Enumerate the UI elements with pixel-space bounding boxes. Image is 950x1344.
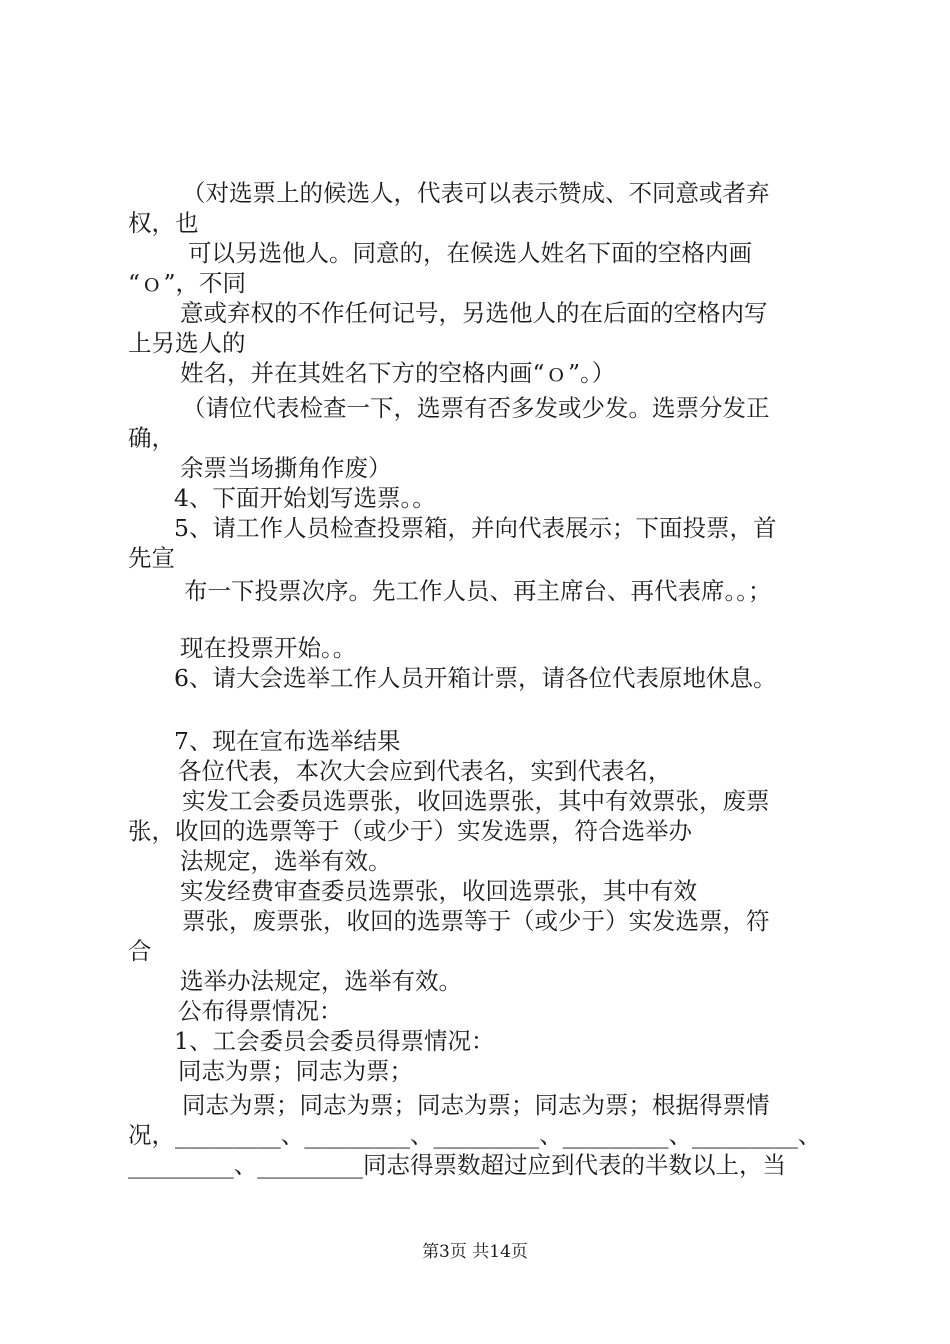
text-line: 同志为票；同志为票；同志为票；同志为票；根据得票情 <box>182 1091 770 1119</box>
text-line: 法规定，选举有效。 <box>180 847 392 875</box>
text-line: 先宣 <box>128 544 175 572</box>
text-line: 余票当场撕角作废） <box>180 454 392 482</box>
text-line: 同志为票；同志为票； <box>178 1057 413 1085</box>
text-line: 姓名，并在其姓名下方的空格内画“ｏ”。） <box>180 359 616 387</box>
text-line: 况，_________、_________、_________、_________、_________、 <box>128 1121 822 1149</box>
text-line: 5、请工作人员检查投票箱，并向代表展示；下面投票，首 <box>174 514 777 542</box>
text-line: 公布得票情况： <box>178 997 343 1025</box>
text-line: 布一下投票次序。先工作人员、再主席台、再代表席。。； <box>184 577 772 605</box>
text-line: 意或弃权的不作任何记号，另选他人的在后面的空格内写 <box>180 299 768 327</box>
text-line: _________、_________同志得票数超过应到代表的半数以上，当 <box>128 1151 786 1179</box>
text-line: 确， <box>128 424 175 452</box>
text-line: 各位代表，本次大会应到代表名，实到代表名， <box>178 757 672 785</box>
page-footer <box>0 1240 950 1264</box>
text-line: （请位代表检查一下，选票有否多发或少发。选票分发正 <box>182 394 770 422</box>
text-line: “ｏ”，不同 <box>128 269 247 297</box>
text-line: 选举办法规定，选举有效。 <box>180 967 462 995</box>
text-line: 可以另选他人。同意的，在候选人姓名下面的空格内画 <box>188 239 752 267</box>
text-line: 1、工会委员会委员得票情况： <box>174 1027 495 1055</box>
page-number-label: 第3页 共14页 <box>422 1242 528 1262</box>
text-line: 实发工会委员选票张，收回选票张，其中有效票张，废票 <box>182 787 770 815</box>
text-line: 4、下面开始划写选票。。 <box>174 484 436 512</box>
text-line: （对选票上的候选人，代表可以表示赞成、不同意或者弃 <box>182 179 770 207</box>
text-line: 6、请大会选举工作人员开箱计票，请各位代表原地休息。 <box>174 664 777 692</box>
text-line: 上另选人的 <box>128 329 246 357</box>
text-line: 合 <box>128 937 152 965</box>
text-line: 实发经费审查委员选票张，收回选票张，其中有效 <box>180 877 697 905</box>
text-line: 7、现在宣布选举结果 <box>174 727 401 755</box>
text-line: 现在投票开始。。 <box>180 634 357 662</box>
text-line: 张，收回的选票等于（或少于）实发选票，符合选举办 <box>128 817 692 845</box>
text-line: 权，也 <box>128 209 199 237</box>
text-line: 票张，废票张，收回的选票等于（或少于）实发选票，符 <box>182 907 770 935</box>
